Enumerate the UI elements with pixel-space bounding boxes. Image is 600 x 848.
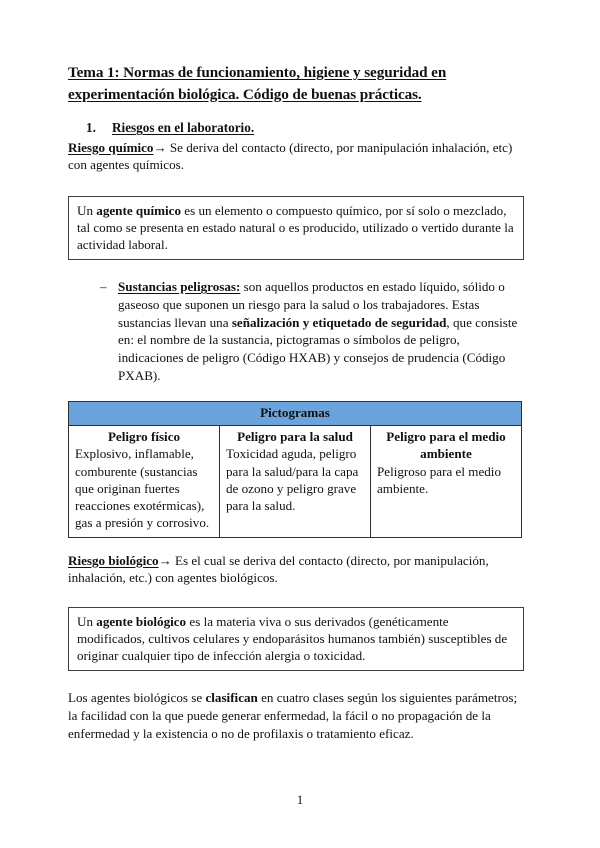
page-number: 1 [296,793,304,807]
section-heading-1 [68,119,524,136]
dash-bullet-icon: – [100,279,107,295]
sustancias-text-part1: son aquellos productos en estado líquido, sólido o gaseoso que suponen un riesgo para la salud o los trabajadores. Estas sustancias llevan una [118,279,505,330]
pictogramas-table [68,401,522,538]
cell-body-peligro-fisico: Explosivo, inflamable, comburente (sustancias que originan fuertes reacciones exotérmicas), gas a presión y corrosivo. [75,446,210,531]
cell-title-peligro-medio-ambiente: Peligro para el medio ambiente [386,428,506,462]
callout-biological-text: es la materia viva o sus derivados (genéticamente modificados, cultivos celulares y endoparásitos humanos también) susceptibles de originar cualquier tipo de infección alergia o toxicidad. [77,614,508,664]
table-cell-peligro-fisico [69,425,220,537]
callout-chemical-lead: Un [77,203,97,219]
paragraph-clasificacion [68,689,524,742]
clasificacion-part2: en cuatro clases según los siguientes parámetros; la facilidad con la que puede generar enfermedad, la fácil o no propagación de la enfermedad y la existencia o no de profilaxis o tratamiento eficaz. [68,690,518,741]
table-cell-peligro-salud [220,425,371,537]
riesgo-quimico-text: Se deriva del contacto (directo, por manipulación inhalación, etc) con agentes químicos. [68,139,513,173]
list-item-text [118,278,524,384]
cell-body-peligro-medio-ambiente: Peligroso para el medio ambiente. [377,463,501,496]
cell-title-peligro-fisico: Peligro físico [107,428,181,444]
table-cell-peligro-medio-ambiente [371,425,522,537]
paragraph-riesgo-biologico [68,552,524,588]
paragraph-riesgo-quimico [68,139,524,175]
table-row [69,425,522,537]
callout-chemical-text: es un elemento o compuesto químico, por sí solo o mezclado, tal como se presenta en estado natural o es producido, utilizado o vertido durante la actividad laboral. [77,203,514,253]
cell-body-peligro-salud: Toxicidad aguda, peligro para la salud/para la capa de ozono y peligro grave para la salud. [226,446,359,514]
cell-title-peligro-salud: Peligro para la salud [237,428,353,444]
sustancias-text-part2: , que consiste en: el nombre de la sustancia, pictogramas o símbolos de peligro, indicaciones de peligro (Código HXAB) y consejos de prudencia (Código PXAB). [118,314,518,383]
callout-agente-biologico [68,607,524,671]
riesgo-quimico-label: Riesgo químico [68,139,154,155]
section-number: 1. [86,120,96,136]
callout-chemical-bold-term: agente químico [96,203,182,219]
riesgo-biologico-arrow: → [158,552,172,568]
sustancias-peligrosas-label: Sustancias peligrosas: [118,279,241,295]
table-header-pictogramas: Pictogramas [69,401,522,425]
senalizacion-etiquetado-bold: señalización y etiquetado de seguridad [231,314,447,330]
clasificacion-part1: Los agentes biológicos se [68,690,206,706]
callout-biological-lead: Un [77,614,97,630]
section-heading-label: Riesgos en el laboratorio. [112,120,255,136]
callout-agente-quimico [68,196,524,260]
callout-biological-bold-term: agente biológico [96,614,187,630]
riesgo-quimico-arrow: → [153,139,167,155]
clasifican-bold: clasifican [205,690,258,706]
riesgo-biologico-label: Riesgo biológico [68,552,159,568]
list-item-sustancias-peligrosas [68,278,524,384]
page-title: Tema 1: Normas de funcionamiento, higiene y seguridad en experimentación biológica. Código de buenas prácticas. [68,64,447,103]
document-content [68,62,524,747]
table-header-row [69,401,522,425]
riesgo-biologico-text: Es el cual se deriva del contacto (directo, por manipulación, inhalación, etc.) con agentes biológicos. [68,552,489,586]
